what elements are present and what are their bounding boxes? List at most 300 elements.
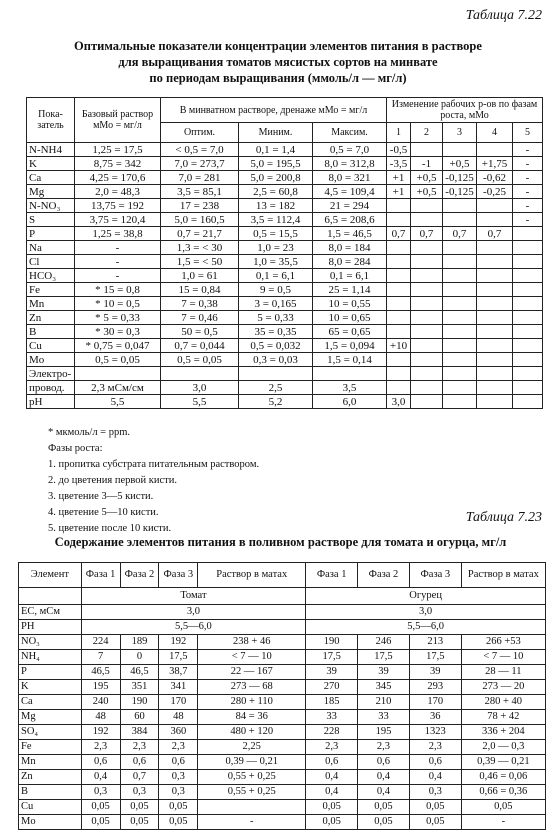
table-cell: [477, 367, 513, 381]
table-cell: [443, 143, 477, 157]
table-cell: 0,55 + 0,25: [198, 785, 306, 800]
table-cell: 0,3 = 0,03: [239, 353, 313, 367]
header-phase-1: 1: [387, 123, 411, 143]
table-cell: -0,125: [443, 171, 477, 185]
table-cell: [513, 381, 543, 395]
table-cell: 0,05: [306, 815, 358, 830]
table-cell: 3,5 = 85,1: [161, 185, 239, 199]
table-cell: 270: [306, 680, 358, 695]
table-cell: 273 — 20: [461, 680, 545, 695]
table-cell: NO₃: [19, 635, 82, 650]
table-cell: 0,05: [120, 800, 159, 815]
table-cell: 0: [120, 650, 159, 665]
table-cell: 0,05: [120, 815, 159, 830]
table-cell: 2,3: [81, 740, 120, 755]
table-cell: 280 + 110: [198, 695, 306, 710]
table-cell: 5,5: [161, 395, 239, 409]
header-tomato-mats: Раствор в матах: [198, 563, 306, 588]
table-cell: [477, 241, 513, 255]
table-cell: 17,5: [409, 650, 461, 665]
table-cell: 17 = 238: [161, 199, 239, 213]
table-cell: [313, 367, 387, 381]
table-cell: 17,5: [358, 650, 410, 665]
table-row: [27, 325, 543, 339]
table-cell: [477, 143, 513, 157]
table-cell: [161, 367, 239, 381]
table-cell: 1,3 = < 30: [161, 241, 239, 255]
table-cell: 0,7: [411, 227, 443, 241]
table-cell: 0,05: [159, 800, 198, 815]
table-22-title: [28, 38, 528, 86]
table-cell: [411, 325, 443, 339]
table-cell: 0,05: [81, 815, 120, 830]
title-line: для выращивания томатов мясистых сортов на минвате: [118, 55, 438, 69]
table-cell: 351: [120, 680, 159, 695]
table-cell: 2,3: [159, 740, 198, 755]
table-cell: B: [19, 785, 82, 800]
table-row: [19, 740, 546, 755]
table-cell: 0,05: [409, 800, 461, 815]
table-cell: [411, 367, 443, 381]
table-cell: -: [75, 269, 161, 283]
table-cell: [411, 143, 443, 157]
table-cell: 7,0 = 273,7: [161, 157, 239, 171]
table-cell: провод.: [27, 381, 75, 395]
table-cell: [387, 269, 411, 283]
table-cell: 190: [306, 635, 358, 650]
table-cell: -0,62: [477, 171, 513, 185]
table-cell: P: [27, 227, 75, 241]
table-cell: +1: [387, 185, 411, 199]
table-cell: [477, 297, 513, 311]
header-indicator: Пока-затель: [27, 98, 75, 143]
table-cell: [411, 353, 443, 367]
table-cell: 0,1 = 6,1: [313, 269, 387, 283]
table-cell: [477, 199, 513, 213]
table-cell: 0,3: [81, 785, 120, 800]
table-cell: 17,5: [306, 650, 358, 665]
table-cell: 2,3: [409, 740, 461, 755]
table-cell: * 0,75 = 0,047: [75, 339, 161, 353]
table-cell: 0,7 = 21,7: [161, 227, 239, 241]
header-tomato: Томат: [81, 588, 306, 605]
table-cell: [443, 283, 477, 297]
table-cell: 21 = 294: [313, 199, 387, 213]
table-row: [27, 143, 543, 157]
table-cell: * 30 = 0,3: [75, 325, 161, 339]
table-cell: 189: [120, 635, 159, 650]
table-cell: [387, 283, 411, 297]
table-cell: 0,5 = 0,032: [239, 339, 313, 353]
table-cell: 46,5: [120, 665, 159, 680]
table-cell: 7 = 0,46: [161, 311, 239, 325]
table-cell: [411, 395, 443, 409]
table-cell: 7,0 = 281: [161, 171, 239, 185]
header-minim: Миним.: [239, 123, 313, 143]
table-cell: [477, 353, 513, 367]
table-cell: 0,7: [120, 770, 159, 785]
table-row: [19, 755, 546, 770]
table-cell: [443, 353, 477, 367]
table-cell: 2,3 мСм/см: [75, 381, 161, 395]
table-23-label: Таблица 7.23: [465, 510, 542, 525]
table-cell: [411, 297, 443, 311]
table-cell: [411, 381, 443, 395]
table-cell: 84 = 36: [198, 710, 306, 725]
table-cell: +1,75: [477, 157, 513, 171]
table-cell: 0,05: [461, 800, 545, 815]
table-cell: [443, 199, 477, 213]
table-cell: [411, 255, 443, 269]
table-cell: < 0,5 = 7,0: [161, 143, 239, 157]
table-cell: 0,5 = 15,5: [239, 227, 313, 241]
table-cell: 195: [81, 680, 120, 695]
table-cell: 0,6: [120, 755, 159, 770]
table-cell: 0,4: [81, 770, 120, 785]
table-cell: 336 + 204: [461, 725, 545, 740]
table-cell: 0,4: [358, 785, 410, 800]
table-cell: Mn: [27, 297, 75, 311]
table-cell: Cu: [27, 339, 75, 353]
header-base: Базовый раствор мМо = мг/л: [75, 98, 161, 143]
table-row: [27, 297, 543, 311]
table-cell: 2,25: [198, 740, 306, 755]
table-row: [27, 283, 543, 297]
table-cell: 480 + 120: [198, 725, 306, 740]
table-cell: Cu: [19, 800, 82, 815]
table-row: [19, 680, 546, 695]
table-row: [27, 185, 543, 199]
header-change: Изменение рабочих р-ов по фазам роста, мМо: [387, 98, 543, 123]
table-cell: * 15 = 0,8: [75, 283, 161, 297]
table-cell: 13,75 = 192: [75, 199, 161, 213]
table-cell: Mo: [27, 353, 75, 367]
table-cell: 3,0: [161, 381, 239, 395]
table-cell: [443, 213, 477, 227]
table-cell: [411, 269, 443, 283]
table-cell: 190: [120, 695, 159, 710]
table-row: [27, 199, 543, 213]
table-cell: 0,55 + 0,25: [198, 770, 306, 785]
table-cell: 266 +53: [461, 635, 545, 650]
table-cell: -: [513, 171, 543, 185]
table-cell: 0,3: [120, 785, 159, 800]
table-cell: [411, 311, 443, 325]
table-cell: -0,125: [443, 185, 477, 199]
table-cell: 341: [159, 680, 198, 695]
table-cell: 1,5 = 46,5: [313, 227, 387, 241]
table-cell: 3 = 0,165: [239, 297, 313, 311]
table-cell: 0,7: [477, 227, 513, 241]
table-cell: [443, 269, 477, 283]
table-cell: 5,2: [239, 395, 313, 409]
table-cell: 0,7: [443, 227, 477, 241]
header-cucumber-phase-2: Фаза 2: [358, 563, 410, 588]
table-cell: 0,39 — 0,21: [461, 755, 545, 770]
table-cell: 33: [306, 710, 358, 725]
table-cell: 3,75 = 120,4: [75, 213, 161, 227]
table-row: [27, 241, 543, 255]
header-tomato-phase-2: Фаза 2: [120, 563, 159, 588]
table-cell: 10 = 0,65: [313, 311, 387, 325]
table-cell: Ca: [27, 171, 75, 185]
table-cell: 0,05: [81, 800, 120, 815]
table-cell: 39: [409, 665, 461, 680]
table-cell: N-NH4: [27, 143, 75, 157]
table-cell: [477, 395, 513, 409]
table-cell: [513, 283, 543, 297]
table-cell: 36: [409, 710, 461, 725]
header-optim: Оптим.: [161, 123, 239, 143]
table-cell: Ca: [19, 695, 82, 710]
table-cell: 1,0 = 61: [161, 269, 239, 283]
table-cell: [477, 381, 513, 395]
table-cell: [477, 269, 513, 283]
table-cell: N-NO₃: [27, 199, 75, 213]
table-cell: 2,3: [358, 740, 410, 755]
table-cell: S: [27, 213, 75, 227]
table-cell: 228: [306, 725, 358, 740]
table-row: [19, 770, 546, 785]
table-cell: Fe: [27, 283, 75, 297]
table-cell: [411, 283, 443, 297]
table-cell: 0,7: [387, 227, 411, 241]
table-cell: [513, 269, 543, 283]
table-row: [27, 367, 543, 381]
table-cell: 345: [358, 680, 410, 695]
table-cell: [443, 311, 477, 325]
table-cell: 192: [159, 635, 198, 650]
table-row: [27, 311, 543, 325]
header-maxim: Максим.: [313, 123, 387, 143]
table-row: [27, 269, 543, 283]
table-cell: 6,0: [313, 395, 387, 409]
table-row: [27, 227, 543, 241]
table-cell: 0,4: [409, 770, 461, 785]
table-cell: 0,1 = 6,1: [239, 269, 313, 283]
table-cell: 0,3: [159, 770, 198, 785]
table-cell: 0,3: [409, 785, 461, 800]
table-cell: -: [513, 157, 543, 171]
table-cell: 273 — 68: [198, 680, 306, 695]
table-cell: Zn: [19, 770, 82, 785]
table-cell: 28 — 11: [461, 665, 545, 680]
table-cell: [387, 241, 411, 255]
table-cell: [198, 800, 306, 815]
table-cell: [387, 367, 411, 381]
table-cell: 360: [159, 725, 198, 740]
table-cell: [75, 367, 161, 381]
table-row: [19, 815, 546, 830]
table-cell: 25 = 1,14: [313, 283, 387, 297]
table-cell: 384: [120, 725, 159, 740]
table-cell: [513, 241, 543, 255]
table-cell: 78 + 42: [461, 710, 545, 725]
table-cell: [513, 311, 543, 325]
table-cell: 5 = 0,33: [239, 311, 313, 325]
table-cell: -: [513, 185, 543, 199]
table-cell: PH: [19, 620, 82, 635]
header-cucumber-phase-3: Фаза 3: [409, 563, 461, 588]
nutrient-table-22: [26, 97, 543, 409]
table-cell: HCO₃: [27, 269, 75, 283]
header-cucumber-mats: Раствор в матах: [461, 563, 545, 588]
table-cell: 0,05: [409, 815, 461, 830]
table-cell: [239, 367, 313, 381]
table-cell: Mn: [19, 755, 82, 770]
table-cell: Zn: [27, 311, 75, 325]
header-tomato-phase-3: Фаза 3: [159, 563, 198, 588]
table-22-notes: [48, 425, 259, 537]
note-line: 2. до цветения первой кисти.: [48, 475, 177, 486]
table-row: [27, 353, 543, 367]
table-cell: [387, 255, 411, 269]
table-cell: 9 = 0,5: [239, 283, 313, 297]
table-cell: 0,05: [306, 800, 358, 815]
table-cell: 22 — 167: [198, 665, 306, 680]
table-cell: 8,0 = 321: [313, 171, 387, 185]
table-cell: 7 = 0,38: [161, 297, 239, 311]
table-cell: Mg: [27, 185, 75, 199]
header-tomato-phase-1: Фаза 1: [81, 563, 120, 588]
header-blank: [19, 588, 82, 605]
table-cell: [513, 339, 543, 353]
table-cell: 2,0 — 0,3: [461, 740, 545, 755]
table-cell: 38,7: [159, 665, 198, 680]
note-line: 1. пропитка субстрата питательным раствором.: [48, 459, 260, 470]
table-row: [19, 800, 546, 815]
table-cell: 185: [306, 695, 358, 710]
table-cell: 3,5 = 112,4: [239, 213, 313, 227]
table-cell: 8,75 = 342: [75, 157, 161, 171]
table-cell: 3,0: [387, 395, 411, 409]
table-cell: [513, 227, 543, 241]
table-cell: 33: [358, 710, 410, 725]
table-cell: [387, 213, 411, 227]
table-cell: 0,1 = 1,4: [239, 143, 313, 157]
table-cell: [443, 325, 477, 339]
table-cell: [477, 325, 513, 339]
table-cell: 2,5 = 60,8: [239, 185, 313, 199]
note-line: 5. цветение после 10 кисти.: [48, 523, 172, 534]
table-cell: +1: [387, 171, 411, 185]
table-cell: [513, 255, 543, 269]
table-cell: [513, 353, 543, 367]
table-cell: [513, 367, 543, 381]
table-cell: 170: [159, 695, 198, 710]
table-cell: [477, 339, 513, 353]
table-cell: 39: [358, 665, 410, 680]
table-cell: Mg: [19, 710, 82, 725]
table-cell: 15 = 0,84: [161, 283, 239, 297]
table-cell: -1: [411, 157, 443, 171]
table-cell: 2,3: [306, 740, 358, 755]
header-phase-2: 2: [411, 123, 443, 143]
table-row: [19, 635, 546, 650]
table-cell: 1,25 = 17,5: [75, 143, 161, 157]
table-cell: [513, 395, 543, 409]
table-row: [19, 695, 546, 710]
table-cell: 238 + 46: [198, 635, 306, 650]
table-cell: 8,0 = 184: [313, 241, 387, 255]
table-cell: -3,5: [387, 157, 411, 171]
table-cell: 0,6: [409, 755, 461, 770]
table-cell: 0,6: [306, 755, 358, 770]
table-cell: 0,4: [306, 770, 358, 785]
table-cell: 224: [81, 635, 120, 650]
table-cell: [443, 395, 477, 409]
table-cell: -: [513, 143, 543, 157]
table-cell: [513, 325, 543, 339]
table-cell: 1,0 = 23: [239, 241, 313, 255]
table-cell: -: [75, 241, 161, 255]
table-cell: 170: [409, 695, 461, 710]
table-cell: 0,39 — 0,21: [198, 755, 306, 770]
title-line: Оптимальные показатели концентрации элементов питания в растворе: [74, 39, 482, 53]
table-cell: NH₄: [19, 650, 82, 665]
table-cell: 0,4: [358, 770, 410, 785]
table-cell: 280 + 40: [461, 695, 545, 710]
table-cell: 1,25 = 38,8: [75, 227, 161, 241]
table-cell: [477, 255, 513, 269]
table-cell: [387, 199, 411, 213]
note-line: 3. цветение 3—5 кисти.: [48, 491, 154, 502]
table-cell: 0,3: [159, 785, 198, 800]
nutrient-table-23: [18, 562, 546, 830]
table-cell: 7: [81, 650, 120, 665]
table-cell: [411, 241, 443, 255]
table-cell: 5,0 = 195,5: [239, 157, 313, 171]
table-cell: [387, 381, 411, 395]
table-cell: -0,5: [387, 143, 411, 157]
table-cell: 3,5: [313, 381, 387, 395]
header-phase-3: 3: [443, 123, 477, 143]
table-cell: 1,5 = 0,14: [313, 353, 387, 367]
table-cell: pH: [27, 395, 75, 409]
table-cell: K: [27, 157, 75, 171]
table-cell: Mo: [19, 815, 82, 830]
title-line: по периодам выращивания (ммоль/л — мг/л): [149, 71, 407, 85]
table-cell: Электро-: [27, 367, 75, 381]
table-row: [27, 339, 543, 353]
table-row: [19, 725, 546, 740]
note-line: 4. цветение 5—10 кисти.: [48, 507, 159, 518]
table-cell: 5,5: [75, 395, 161, 409]
table-cell: 213: [409, 635, 461, 650]
table-cell: [477, 311, 513, 325]
table-cell: 2,3: [120, 740, 159, 755]
note-line: * мкмоль/л = ppm.: [48, 427, 131, 438]
header-phase-4: 4: [477, 123, 513, 143]
table-cell: -0,25: [477, 185, 513, 199]
table-cell: EC, мСм: [19, 605, 82, 620]
table-cell: 1323: [409, 725, 461, 740]
table-cell: 293: [409, 680, 461, 695]
table-cell: 6,5 = 208,6: [313, 213, 387, 227]
table-cell: 0,7 = 0,044: [161, 339, 239, 353]
table-cell: [443, 339, 477, 353]
table-cell: [387, 325, 411, 339]
table-cell: 1,0 = 35,5: [239, 255, 313, 269]
table-cell: 46,5: [81, 665, 120, 680]
table-cell: [443, 255, 477, 269]
table-cell: 60: [120, 710, 159, 725]
table-row: [27, 157, 543, 171]
table-row: [27, 255, 543, 269]
header-cucumber: Огурец: [306, 588, 546, 605]
table-row: [27, 381, 543, 395]
table-23-title: Содержание элементов питания в поливном растворе для томата и огурца, мг/л: [54, 535, 507, 549]
